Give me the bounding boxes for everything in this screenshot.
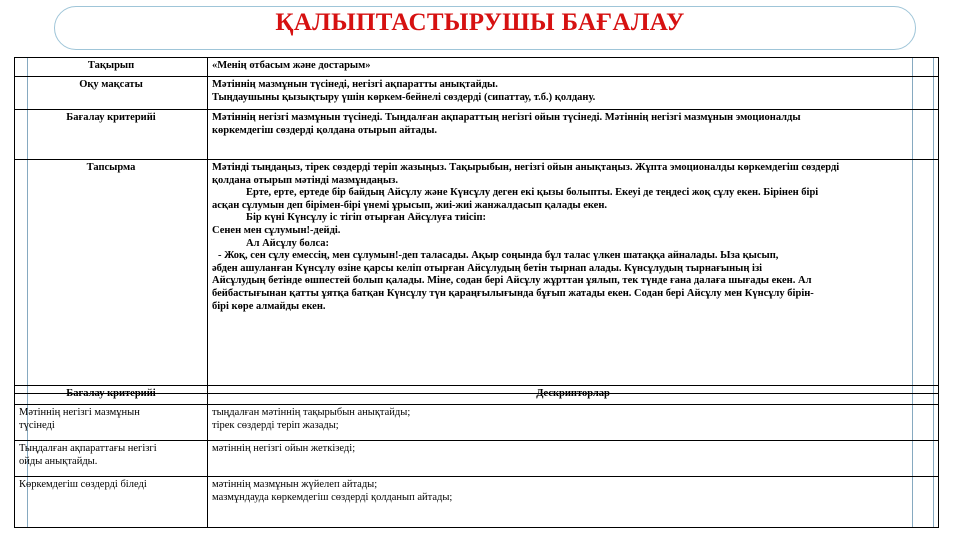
descriptor-cell-2	[208, 441, 939, 477]
row-value-task	[208, 160, 939, 394]
text-line: тыңдалған мәтіннің тақырыбын анықтайды;	[212, 407, 411, 418]
row-label-topic: Тақырып	[15, 58, 208, 77]
text-line: Тыңдалған ақпараттағы негізгі	[19, 443, 157, 454]
text-line: Мәтінді тыңдаңыз, тірек сөздерді теріп жазыңыз. Тақырыбын, негізгі ойын анықтаңыз. Жұпта эмоционалды көркемдегіш сөздерді	[212, 162, 840, 173]
text-line: әбден ашуланған Күнсұлу өзіне қарсы келіп отырған Айсұлудың бетін тырнап алады. Күнсұлудың тырнағының ізі	[212, 262, 763, 274]
text-line: Бір күні Күнсұлу іс тігіп отырған Айсұлуға тиісіп:	[246, 212, 487, 224]
text-line: түсінеді	[19, 419, 55, 431]
row-value-learning-objective	[208, 77, 939, 110]
criterion-cell-3	[15, 477, 208, 528]
table-row	[15, 477, 939, 528]
descriptor-cell-1	[208, 405, 939, 441]
table-row	[15, 405, 939, 441]
row-value-assessment-criterion	[208, 110, 939, 160]
row-label-assessment-criterion: Бағалау критерийі	[15, 110, 208, 160]
table-header-row	[15, 386, 939, 405]
text-line: - Жоқ, сен сұлу емессің, мен сұлумын!-деп таласады. Ақыр соңында бұл талас үлкен шатаққа айналады. Ыза қысып,	[218, 250, 779, 262]
text-line: асқан сұлумын деп бірімен-бірі үнемі ұрысып, жиі-жиі жанжалдасып қалады екен.	[212, 199, 607, 211]
text-line: Мәтіннің негізгі мазмұнын	[19, 407, 140, 418]
text-line: Мәтіннің негізгі мазмұнын түсінеді. Тыңдалған ақпараттың негізгі ойын түсінеді. Мәтіннің негізгі мазмұнын эмоционалды	[212, 112, 801, 123]
table-row	[15, 58, 939, 77]
page-title: ҚАЛЫПТАСТЫРУШЫ БАҒАЛАУ	[275, 9, 685, 36]
text-line: бірі көре алмайды екен.	[212, 300, 326, 312]
row-value-topic	[208, 58, 939, 77]
text-line: Ал Айсұлу болса:	[246, 237, 330, 249]
text-line: тірек сөздерді теріп жазады;	[212, 419, 339, 431]
row-label-task: Тапсырма	[15, 160, 208, 394]
criterion-cell-1	[15, 405, 208, 441]
table-row	[15, 441, 939, 477]
column-header-descriptors: Дескрипторлар	[208, 386, 939, 405]
table-row	[15, 160, 939, 394]
descriptor-cell-3	[208, 477, 939, 528]
table-row	[15, 77, 939, 110]
text-line: Ерте, ерте, ертеде бір байдың Айсұлу және Күнсұлу деген екі қызы болыпты. Екеуі де теңдесі жоқ сұлу екен. Бірінен бірі	[246, 187, 819, 199]
descriptor-table	[14, 385, 939, 528]
text-line: Көркемдегіш сөздерді біледі	[19, 479, 147, 490]
table-row	[15, 110, 939, 160]
text-line: мәтіннің мазмұнын жүйелеп айтады;	[212, 479, 378, 490]
text-line: мәтіннің негізгі ойын жеткізеді;	[212, 443, 356, 454]
text-line: Тыңдаушыны қызықтыру үшін көркем-бейнелі сөздерді (сипаттау, т.б.) қолдану.	[212, 91, 596, 103]
text-line: қолдана отырып мәтінді мазмұндаңыз.	[212, 174, 399, 186]
text-line: көркемдегіш сөздерді қолдана отырып айтады.	[212, 124, 438, 136]
text-line: Сенен мен сұлумын!-дейді.	[212, 224, 341, 236]
text-line: бейбастығынан қатты ұятқа батқан Күнсұлу түн қараңғылығында бұғып жатады екен. Содан бері Айсұлу мен Күнсұлу бірін-	[212, 287, 814, 299]
row-label-learning-objective: Оқу мақсаты	[15, 77, 208, 110]
text-line: мазмұндауда көркемдегіш сөздерді қолданып айтады;	[212, 491, 453, 503]
text-line: Айсұлудың бетінде өшпестей болып қалады. Міне, содан бері Айсұлу жұрттан ұялып, тек түнде ғана далаға шығады екен. Ал	[212, 275, 812, 287]
text-line: «Менің отбасым және достарым»	[212, 60, 371, 71]
text-line: Мәтіннің мазмұнын түсінеді, негізгі ақпаратты анықтайды.	[212, 79, 498, 90]
text-line: ойды анықтайды.	[19, 455, 98, 467]
column-header-criterion: Бағалау критерийі	[15, 386, 208, 405]
lesson-plan-table	[14, 57, 939, 394]
criterion-cell-2	[15, 441, 208, 477]
